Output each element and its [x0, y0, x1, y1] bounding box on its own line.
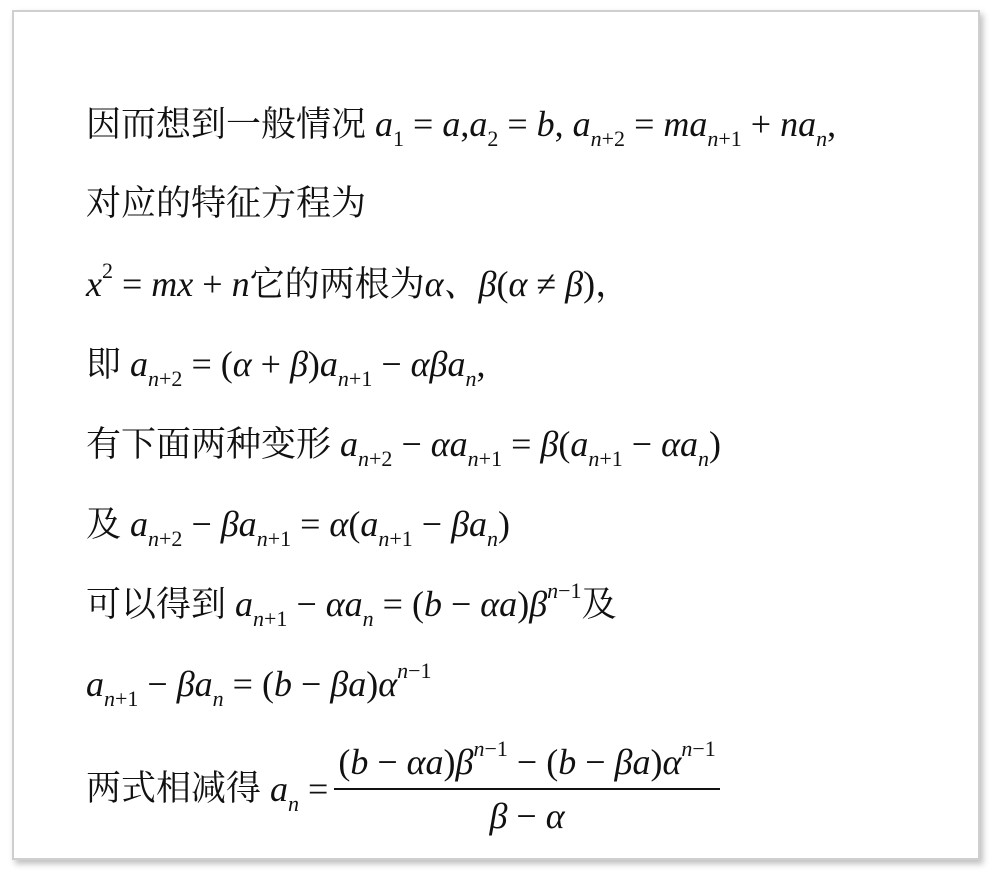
line-9: [86, 736, 720, 836]
line-4-text: 即: [86, 345, 122, 385]
fraction: [334, 736, 719, 836]
line-4: [86, 344, 486, 391]
fraction-denominator: β − α: [489, 796, 565, 836]
line-5-text: 有下面两种变形: [86, 425, 332, 465]
line-3-math: $x^2$ = mx + n: [86, 258, 250, 304]
line-5-math: $a_{n+2} - \alpha a_{n+1} = \beta(a_{n+1} - \alpha a_n)$: [331, 424, 721, 471]
line-1-math: $a_1 = a,a_2 = b$, $a_{n+2} = ma_{n+1} + na_n$,: [366, 104, 837, 151]
line-3: $x^2$ = mx + n它的两根为α、β(α ≠ β)，: [86, 258, 631, 305]
line-2-text: 对应的特征方程为: [86, 184, 367, 224]
line-9-lhs: $a_n$ =: [261, 769, 329, 816]
line-2: [86, 184, 366, 224]
line-3-math2: α、β(α ≠ β): [424, 264, 596, 305]
line-9-text: 两式相减得: [86, 769, 262, 809]
document-card: [12, 10, 980, 860]
fraction-numerator: $(b - \alpha a)\beta^{n-1} - (b - \beta a)\alpha^{n-1}$: [334, 742, 719, 790]
line-6: [86, 504, 510, 551]
line-7-math: $a_{n+1} - \alpha a_n = (b - \alpha a)\beta^{n-1}$: [226, 578, 582, 631]
line-8: [86, 658, 432, 711]
line-7-text: 可以得到: [86, 585, 227, 625]
line-6-text: 及: [86, 505, 122, 545]
line-8-math: $a_{n+1} - \beta a_n = (b - \beta a)\alpha^{n-1}$: [86, 658, 432, 711]
line-4-math: $a_{n+2} = (\alpha + \beta)a_{n+1} - \alpha\beta a_n$,: [121, 344, 486, 391]
line-5: [86, 424, 721, 471]
line-1: [86, 104, 837, 151]
line-7-text2: 及: [581, 585, 617, 625]
line-7: [86, 578, 617, 631]
line-1-text: 因而想到一般情况: [86, 105, 367, 145]
line-6-math: $a_{n+2} - \beta a_{n+1} = \alpha(a_{n+1} - \beta a_n)$: [121, 504, 510, 551]
line-3-text: 它的两根为: [249, 265, 425, 305]
